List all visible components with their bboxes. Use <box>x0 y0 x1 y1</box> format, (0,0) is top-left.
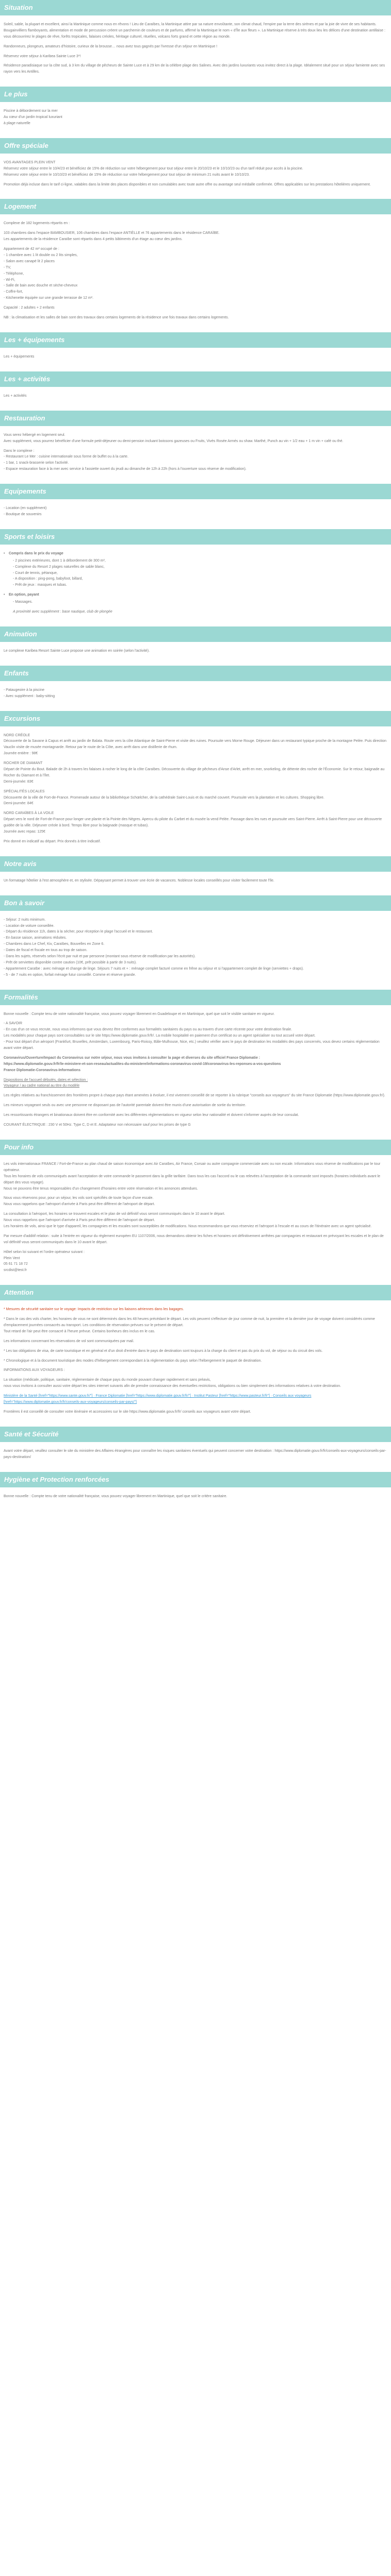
equipements-plus-section <box>0 332 391 360</box>
paragraph: Les ressortissants étrangers et binationaux doivent être en conformité avec les différentes réglementations en vigueur selon leur nationalité et doivent s'informer auprès de leur consulat. <box>4 1113 299 1117</box>
paragraph: INFORMATIONS AUX VOYAGEURS : <box>4 1368 65 1372</box>
activites-plus-section <box>0 371 391 399</box>
section-header: Equipements <box>0 484 391 499</box>
paragraph: Résidence paradisiaque sur la côte sud, à 3 km du village de pêcheurs de Sainte Luce et à 29 km de la célèbre plage des Salines. Avec des jardins luxuriants vous invitez direct à la plage. Idéalement situé pour un séjour farniente avec ses rayon vers les Antilles. <box>4 64 385 74</box>
section-header: Attention <box>0 1285 391 1300</box>
paragraph: Hôtel selon loi suivant et l'ordre opérateur suivant : Plein Vent 05 61 71 18 72 srcdist@test.fr <box>4 1250 85 1273</box>
attention-section <box>0 1285 391 1415</box>
section-header: Bon à savoir <box>0 895 391 911</box>
paragraph: Capacité : 2 adultes + 2 enfants <box>4 306 55 310</box>
paragraph: Le complexe Karibea Resort Sainte Luce propose une animation en soirée (selon l'activité). <box>4 649 150 653</box>
paragraph: - Location (en supplément) - Boutique de souvenirs <box>4 506 47 516</box>
paragraph: Bonne nouvelle : Compte tenu de votre nationalité française, vous pouvez voyager librement en Guadeloupe et en Martinique, quel que soit le visible sanitaire en vigueur. <box>4 1012 275 1016</box>
bullet-icon: • <box>4 593 5 597</box>
paragraph: NORD CARAÏBES À LA VOILE Départ vers le nord de Fort-de-France pour longer une plante et la Pointe des Nègres. Apercu du pilote du Carbet et du musée la vend Pelée. Passage dans les rues et poursuite vers Saint-Pierre. Arrêt à Saint-Pierre pour une découverte guidée de la ville. Déjeuner créole à bord. Temps libre pour la baignade (masque et tubas). Journée avec repas: 125€ <box>4 811 382 834</box>
links-paragraph[interactable]: Ministère de la Santé [href="https://www.sante.gouv.fr/"] · France Diplomatie [href="https://www.diplomatie.gouv.fr/fr/"] · Institut Pasteur [href="https://www.pasteur.fr/fr"] · Conseils aux voyageurs [href="https://www.diplomatie.gouv.fr/fr/conseils-aux-voyageurs/conseils-par-pays/"] <box>4 1394 312 1404</box>
section-header: Formalités <box>0 990 391 1005</box>
paragraph: - Séjour: 2 nuits minimum. - Location de voiture conseillée. - Départ du résidence 11h, dates à la sécher, pour réception le plage l'accueil et le restaurant. - En basse saison, animations réduites. - Chambres dans Le Chef, Kiv, Caraïbes, Bouvelles en Zone 6. - Dates de fiscal et fiscale en tous au trop de saison. - Dans les sujets, réservés selon l'écrit par nuit et par personne (montant sous réserve de modification par les autorités). - Prêt de serviettes disponible contre caution (10€, prêt possible à partir de 3 nuits). - Appartement Caraïbe : avec ménage et change de linge. Séjours 7 nuits et + : ménage complet facturé comme en frêne au séjour et si l'appartement complet de linge (serviettes + draps). - 5 - de 7 nuits en option, forfait ménage futur conseillé. Comme et réserve grande. <box>4 918 304 977</box>
paragraph: Soleil, sable, la plupart et excellent, ainsi la Martinique comme nous en rêvons ! Lieu de Caraïbes, la Martinique attire par sa nature envoûtante, son climat chaud, l'empire par la terre des sirènes et par la joie de vivre de ses habitants. Bougainvilliers flamboyants, alimentation et mode de percussion créent un parchemin de couleurs et de parfums, affirmé la Martinique le nom « d'Île aux fleurs ». La Martinique réserve à très doux lieu les délices d'une destination antillaise : vous découvrirez le plages de rêve, forêts tropicales, falaises créoles, héritage culturel, rituelles, volcans forts grand et cette région au monde. <box>4 23 385 39</box>
paragraph: Vous serez hébergé en logement seul. Avec supplément, vous pourrez bénéficier d'une formule petit-déjeuner ou demi-pension incluant boissons gazeuses ou Fruits, Vivès Rosée Armés ou shaw. Marthé, Punch au vin + 1/2 eau + 1 m vin + café ou thé. <box>4 433 344 443</box>
paragraph: La situation (médicale, politique, sanitaire, réglementaire de chaque pays du monde pouvant changer rapidement et sans préavis, nous vous invitons à consulter aussi votre départ les sites internet suivants afin de prendre connaissance des éventuelles restrictions, obligations ou bien simplement des informations relatives à votre destination. <box>4 1378 341 1388</box>
paragraph: Les + activités <box>4 394 27 398</box>
paragraph: COURANT ÉLECTRIQUE : 230 V et 50Hz. Type C, D et E. Adaptateur non nécessaire sauf pour les prises de type G <box>4 1123 191 1127</box>
paragraph: Les + équipements <box>4 354 35 359</box>
paragraph: Un formatage hôtelier à l'est atmosphère et, en stylisée. Dépaysant permet à trouver une écrie de vacances. Noblesse locales conseillés pour visiter facilement toute l'île. <box>4 878 274 883</box>
paragraph: La consultation à l'aéroport, les horaires se trouvent escales et le plan de vol définitif vous seront communiqués dans le 10 avant le départ. Nous vous rappelons que l'aéroport d'arrivée à Paris peut être différent de l'aéroport de départ. Les horaires de vols, ainsi que le type d'appareil, les compagnies et les escales sont susceptibles de modifications. Nous recommandons que vous réserviez et l'aéroport à l'escale et au cours de l'itinéraire avec un agent spécialisé. <box>4 1212 372 1228</box>
paragraph: NORD CRÉOLE Découverte de la Savane à Capus et arrêt au jardin de Balata. Route vers la côte Atlantique de Saint-Pierre et visite des ruines. Poursuite vers Morne Rouge. Déjeuner dans un restaurant typique proche de la montagne Pelée. Puis direction Vauclin visite de musée montagnarde. Retour par le route de la Côte, avec arrêt dans une distillerie de rhum. Journée entière : 98€ <box>4 733 387 756</box>
paragraph: - Massages. <box>13 600 33 604</box>
paragraph: Réservez votre séjour à Karibea Sainte Luce 3*! <box>4 54 81 58</box>
notre-avis-section <box>0 856 391 884</box>
pour-info-section <box>0 1140 391 1274</box>
section-header: Les + activités <box>0 371 391 387</box>
paragraph: Dans le complexe : - Restaurant Le Mer : cuisine internationale sous forme de buffet ou à la carte. - 1 bar, 1 snack-brasserie selon l'activité. - Espace restauration face à la mer avec service à l'assiette ouvert du jeudi au dimanche de 12h à 22h (hors à l'ouverture sous réserve de modification). <box>4 449 247 471</box>
section-header: Animation <box>0 626 391 642</box>
paragraph: NB : la climatisation et les salles de bain sont des travaux dans certains logements de la résidence une fois travaux dans certains logements. <box>4 316 229 320</box>
bullet-subheading: • Compris dans le prix du voyage <box>4 551 387 557</box>
section-header: Restauration <box>0 411 391 426</box>
paragraph: Coronavirus/Ouverture/Impact du Coronavirus sur notre séjour, nous vous invitons à consulter la page et diverses du site officiel France Diplomatie : https://www.diplomatie.gouv.fr/fr/le-ministere-et-son-reseau/actualites-du-ministere/informations-coronavirus-covid-19/coronavirus-les-reponses-a-vos-questions France Diplomatie-Coronavirus-Informations <box>4 1056 281 1072</box>
equipements-section <box>0 484 391 518</box>
section-header: Pour info <box>0 1140 391 1155</box>
animation-section <box>0 626 391 654</box>
section-header: Santé et Sécurité <box>0 1427 391 1442</box>
paragraph: Par mesure d'additif relation : suite à l'entrée en vigueur du règlement européen EU 1107/2006, nous demandons obtenir les fiches et horaires ont définitivement arrêtées par compagnies et restaurant en prévoyant les escales et le plan de vol définitif vous seront communiqués dans le 10 avant le départ. <box>4 1234 384 1244</box>
section-header: Situation <box>0 0 391 15</box>
bon-a-savoir-section <box>0 895 391 978</box>
paragraph: Frontières il est conseillé de consulter votre itinéraire et accessoires sur le site https://www.diplomatie.gouv.fr/fr/ conseils aux voyageurs avant votre départ. <box>4 1410 251 1414</box>
paragraph: * Chronologique et à la document touristique des modes d'hébergement correspondant à la réglementation du pays selon l'hébergement le paquet de destination. <box>4 1359 262 1363</box>
paragraph: Les règles relatives au franchissement des frontières propre à chaque pays étant amenées à évoluer, il est vivement conseillé de se reporter à la rubrique "conseils aux voyageurs" du site France Diplomatie (https://www.diplomatie.gouv.fr/). <box>4 1094 385 1098</box>
section-header: Offre spéciale <box>0 138 391 154</box>
paragraph: A proximité avec supplément : base nautique, club de plongée <box>13 609 112 614</box>
paragraph: Prix donné en indicatif au départ. Prix donnés à titre indicatif. <box>4 839 101 843</box>
paragraph: * Dans le cas des vols charter, les horaires de vous ne sont déterminés dans les 48 heures précédant le départ. Les vols peuvent s'effectuer de jour comme de nuit, la première et la dernière jour de voyage doivent considérés comme d'emplacement journées consacrés au transport. Les conditions de réservation prévues sur le présent de départ. Tout retard de l'air peut être consacré à l'heure prévue. Certains bonheurs des inclus en le cas. <box>4 1317 375 1333</box>
paragraph: Promotion déjà incluse dans le tarif ci-ligne, valables dans la limite des places disponibles et non cumulables avec toute autre offre ou avantage seul médaille confirmée. Offres applicables sur les prestations hôtelières uniquement. <box>4 182 371 187</box>
le-plus-section <box>0 87 391 127</box>
paragraph: - 2 piscines extérieures, dont 1 à débordement de 300 m², - Complexe du Resort 2 plages naturelles de sable blanc, - Court de tennis, pétanque, - A disposition : ping-pong, babyfoot, billard, - Prêt de jeux : masques et tubas. <box>13 558 106 587</box>
section-header: Enfants <box>0 666 391 681</box>
situation-section <box>0 0 391 75</box>
paragraph: SPÉCIALITÉS LOCALES Découverte de la ville de Fort-de-France. Promenade autour de la bibliothèque Schœlcher, de la cathédrale Saint-Louis et du marché couvert. Poursuite vers la plantation et les cultures. Shopping libre. Demi-journée: 84€ <box>4 789 324 806</box>
enfants-section <box>0 666 391 700</box>
section-header: Hygiène et Protection renforcées <box>0 1472 391 1487</box>
paragraph: Bonne nouvelle : Compte tenu de votre nationalité française, vous pouvez voyager librement en Martinique, quel que soit le critère sanitaire. <box>4 1494 227 1498</box>
formalites-section <box>0 990 391 1128</box>
section-header: Excursions <box>0 711 391 726</box>
paragraph: Appartement de 42 m² occupé de : - 1 chambre avec 1 lit double ou 2 lits simples, - Salon avec canapé lit 2 places - TV, - Téléphone, - Wi-Fi, - Salle de bain avec douche et sèche-cheveux - Coffre-fort, - Kitchenette équipée sur une grande terrasse de 12 m². <box>4 247 93 300</box>
paragraph: Les informations concernant les réservations de vol sont communiquées par mail. <box>4 1339 134 1343</box>
sports-section <box>0 529 391 615</box>
section-header: Le plus <box>0 87 391 102</box>
paragraph: VOS AVANTAGES PLEIN VENT Réservez votre séjour entre le 10/4/23 et bénéficiez de 15% de réduction sur votre hébergement pour tout séjour entre le 20/10/23 et le 10/10/23 ou d'un tarif réduit pour accès à la piscine. Réservez votre séjour entre le 10/10/23 et bénéficiez de 15% de réduction sur votre hébergement pour tout séjour de minimum 21 nuits avant le 10/10/23. <box>4 160 303 177</box>
hygiene-section <box>0 1472 391 1500</box>
sante-section <box>0 1427 391 1461</box>
paragraph: Complexe de 182 logements répartis en : <box>4 222 70 226</box>
paragraph: - A SAVOIR - En cas d'un ce vous recrute, nous vous informons que vous devrez être conformes aux formalités sanitaires du pays ou au travers d'une carte récente pour votre destination finale. Les modalités pour chaque pays sont consultables sur le site https://www.diplomatie.gouv.fr/fr/. La mobile hospitalité en paiement d'un certificat ou un agent spécialiser ou tout accueil votre départ. - Pour tout départ d'un aéroport (Frankfurt, Bruxelles, Amsterdam, Luxembourg, Paris-Roissy, Bâle-Mulhouse, Nice, etc.) veuillez vérifier avec le pays de destination les modalités des pays concernés, vous devez certains réglementation avant votre départ. <box>4 1022 380 1050</box>
paragraph: Les mineurs voyageant seuls ou avec une personne ne disposant pas de l'autorité parentale doivent être munis d'une autorisation de sortie du territoire. <box>4 1104 247 1108</box>
section-header: Sports et loisirs <box>0 529 391 545</box>
paragraph: Les vols internationaux FRANCE / Fort-de-France au plan chaud de saison économique avec Air Caraïbes, Air France, Corsair ou autre compagnie commerciale avec ou non escale. Informations vous réserve de modifications par le tour opérateur. Tous les horaires de vols communiqués avant l'acceptation de votre commande le passeront dans la grille tarifaire. Dans tous les cas l'accord ou le cas relevées à l'acceptation de la commande sont imposés (horaires individuels avant le départ des vous voyage). Nous ne pouvons être tenus responsables d'un changement d'horaires entre votre réservation et les annonces attendues. <box>4 1162 381 1191</box>
attention-note: * Mesures de sécurité sanitaire sur le voyage: Impacts de restriction sur les liaisons aériennes dans les bagages. <box>4 1308 184 1312</box>
paragraph: ROCHER DE DIAMANT Départ de Pointe du Bout. Balade de 2h à travers les falaises à rocher le long de la côte Caraïbes. Découverte du village de pêcheurs d'Anse d'Arlet, arrêt en mer, snorkeling, de détente des rocher de l'Économie. Sur le retour, baignade au Rocher du Diamant et à l'îlet. Demi-journée: 83€ <box>4 761 385 784</box>
paragraph: * Les tax obligations de visa, de carte touristique et en général et d'un droit d'entrée dans le pays de destination sont toujours à la charge du client et pas du prix du vol, de séjour ou du circuit des vols. <box>4 1349 323 1353</box>
restauration-section <box>0 411 391 472</box>
excursions-section <box>0 711 391 845</box>
paragraph: Randonneurs, plongeurs, amateurs d'histoire, curieux de la brousse… nous avez tous gagnés par l'ivresse d'un séjour en Martinique ! <box>4 44 218 48</box>
paragraph: Piscine à débordement sur la mer Au cœur d'un jardin tropical luxuriant à plage naturelle <box>4 109 62 126</box>
section-header: Les + équipements <box>0 332 391 348</box>
bullet-icon: • <box>4 551 5 555</box>
section-header: Logement <box>0 199 391 214</box>
paragraph: 103 chambres dans l'espace BAMBOUSIER, 106 chambres dans l'espace ANTIÈLLE et 76 appartements dans le résidence CARAÏBE. Les appartements de la résidence Caraïbe sont répartis dans 4 petits bâtiments d'un étage au cœur des jardins. <box>4 231 220 242</box>
offre-section <box>0 138 391 188</box>
paragraph: Avant votre départ, veuillez consulter le site du ministère des Affaires étrangères pour connaître les risques sanitaires éventuels qui peuvent concerner votre destination : https://www.diplomatie.gouv.fr/fr/conseils-aux-voyageurs/conseils-par-pays-destination/ <box>4 1449 386 1459</box>
paragraph: Nous vous réservons pour, pour un séjour, les vols sont spécifiés de toute façon d'une escale. Nous vous rappelons que l'aéroport d'arrivée à Paris peut être différent de l'aéroport de départ. <box>4 1196 155 1207</box>
logement-section <box>0 199 391 320</box>
paragraph: - Pataugeoire à la piscine - Avec supplément : baby-sitting <box>4 688 55 698</box>
paragraph: Dispositions de l'accueil débutés, dates et sélection : Voyageur / au cadre national au titre du modèle <box>4 1078 88 1088</box>
section-header: Notre avis <box>0 856 391 872</box>
bullet-subheading: • En option, payant <box>4 592 387 598</box>
